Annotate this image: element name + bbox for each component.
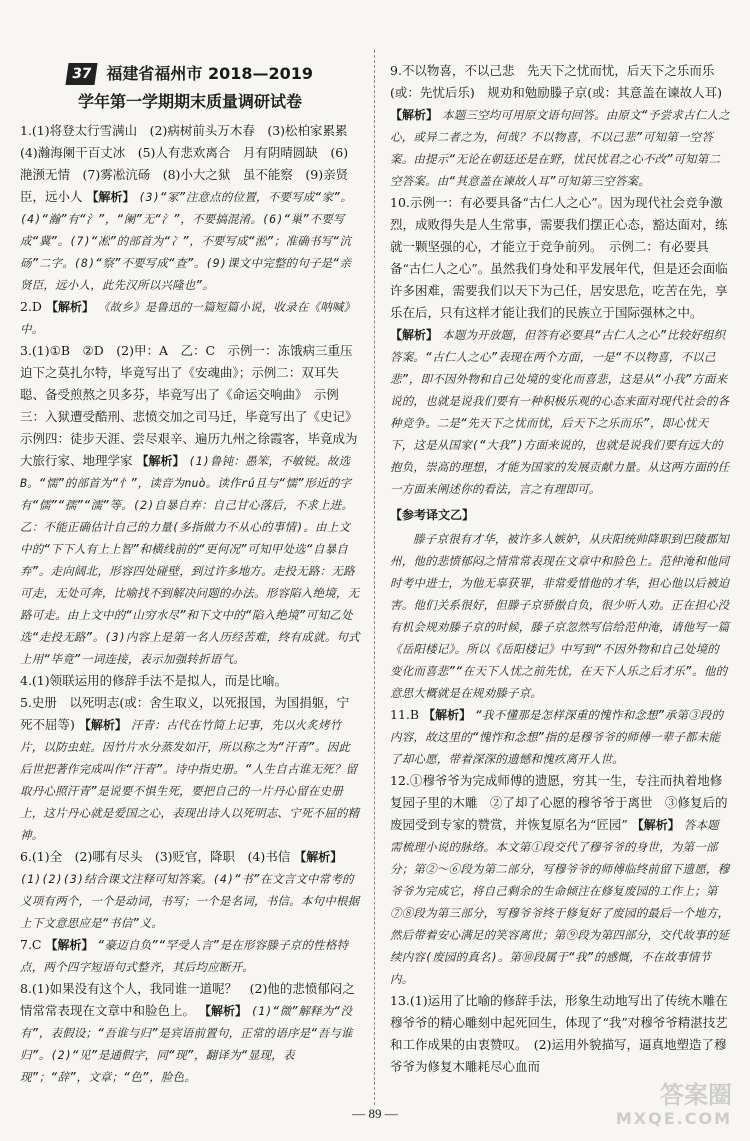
analysis-tag: 【解析】 [390,328,439,342]
analysis-tag: 【解析】 [78,718,127,732]
analysis-text: 本题三空均可用原文语句回答。由原文“予尝求古仁人之心，或异二者之为，何哉？不以物喜，不以己悲”可知第一空答案。由提示“无论在朝廷还是在野，忧民忧君之心不改”可知第二空答案。由“其意盖在谏故人耳”可知第三空答案。 [390,108,730,188]
page-number: — 89 — [352,1106,398,1121]
analysis-text: 本题为开放题，但答有必要具“古仁人之心”比较好组织答案。“古仁人之心”表现在两个方面，一是“不以物喜，不以己悲”，即不因外物和自己处境的变化而喜悲，这是从“小我”方面来说的，也就是说我们要有一种积极乐观的心态来面对现代社会的各种竞争。二是“先天下之忧而忧，后天下之乐而乐”，即心忧天下，这是从国家(“大我”)方面来说的，也就是说我们要有远大的抱负，崇高的理想，才能为国家的发展贡献力量。从这两方面的任一方面来阐述你的看法，言之有理即可。 [390,328,730,496]
analysis-text: (1)鲁钝：愚笨，不敏锐。故选B。“懦”的部首为“忄”，读音为nuò。读作rú且与“懦”形近的字有“儒”“孺”“濡”等。(2)自暴自弃：自己甘心落后，不求上进。乙：不能正确估计自己的力量(多指做力不从心的事情)。由上文中的“下下人有上上智”和横线前的“更何况”可知甲处选“自暴自弃”。走向阔北，形容四处碰壁，到过许多地方。走投无路：无路可走，无处可奔，比喻找不到解决问题的办法。形容陷入绝境，无路可走。由上文中的“山穷水尽”和下文中的“陷入绝境”可知乙处选“走投无路”。(3)内容上是第一名人历经苦难，终有成就。句式上用“毕竟”一词连接，表示加强转折语气。 [20,454,360,666]
analysis-text: “豪迈自负”“罕受人言”是在形容滕子京的性格特点，两个四字短语句式整齐，其后均应断开。 [20,938,349,974]
right-column [390,60,730,1100]
analysis-text: 答本题需梳理小说的脉络。本文第①段交代了穆爷爷的身世，为第一部分；第②～⑥段为第二部分，写穆爷爷的师傅临终前留下遗愿，穆爷爷为完成它，将自己剩余的生命倾注在修复废园的工作上；第⑦⑧段为第三部分，写穆爷爷终于修复好了废园的最后一个地方，然后带着安心满足的笑容离世；第⑨段为第四部分，交代故事的延续内容(废园的真名)。第⑩段属于“我”的感慨，不在故事情节内。 [390,818,730,986]
exam-number-badge: 37 [65,63,98,85]
analysis-tag: 【解析】 [45,300,94,314]
answer-text: 10.示例一：有必要具备“古仁人之心”。因为现代社会竞争激烈，成败得失是人生常事，需要我们摆正心态，豁达面对，练就一颗坚强的心，才能立于竞争前列。 示例二：有必要具备“古仁人之心”。虽然我们身处和平发展年代，但是还会面临许多困难，需要我们以天下为己任，居安思危，吃苦在先，享乐在后，只有这样才能让我们的民族立于国际强林之中。 [390,195,728,320]
analysis-tag: 【解析】 [294,850,343,864]
watermark-bottom: MXQE.COM [615,1109,732,1128]
analysis-text: (1)(2)(3)结合课文注释可知答案。(4)“书”在文言文中常考的义项有两个，一个是动词，书写；一个是名词，书信。本句中根据上下文意思应是“书信”义。 [20,872,360,930]
answer-text: 6.(1)全 (2)哪有尽头 (3)贬官，降职 (4)书信 [20,849,291,864]
answer-text: 8.(1)如果没有这个人，我同谁一道呢？ (2)他的悲愤郁闷之情常常表现在文章中和脸色上。 [20,981,355,1018]
exam-title-line1: 福建省福州市 2018—2019 [106,64,314,83]
site-watermark [616,1083,732,1131]
analysis-tag: 【解析】 [136,454,185,468]
reference-translation-heading: 【参考译文乙】 [390,508,475,522]
column-divider [374,50,375,1105]
analysis-tag: 【解析】 [86,190,135,204]
answer-text: 9.不以物喜，不以己悲 先天下之忧而忧，后天下之乐而乐(或：先忧后乐) 规劝和勉励滕子京(或：其意盖在谏故人耳) [390,63,723,100]
answer-text: 7.C [20,937,42,952]
answer-item [20,934,360,978]
analysis-tag: 【解析】 [45,938,94,952]
answer-text: 1.(1)将登太行雪满山 (2)病树前头万木春 (3)松柏家累累 (4)瀚海阑干百丈冰 (5)人有悲欢离合 月有阴晴圆缺 (6)滟滪无情 (7)雾凇沆砀 (8)小大之狱 虽不能察 (9)亲贤臣，远小人 [20,123,361,204]
answer-item [20,296,360,340]
analysis-text: 汗青：古代在竹简上记事，先以火炙烤竹片，以防虫蛀。因竹片水分蒸发如汗，所以称之为“汗青”。因此后世把著作完成叫作“汗青”。诗中指史册。“人生自古谁无死？留取丹心照汗青”是说要不惧生死，要把自己的一片丹心留在史册上，这片丹心就是爱国之心，表现出诗人以死明志、宁死不屈的精神。 [20,718,360,842]
analysis-text: “我不懂那是怎样深重的愧怍和念想”承第③段的内容，故这里的“愧怍和念想”指的是穆爷爷的师傅一辈子都未能了却心愿，带着深深的遗憾和愧疚离开人世。 [390,708,724,766]
answer-item [20,340,364,670]
exam-title-line2: 学年第一学期期末质量调研试卷 [77,92,302,111]
answer-text: 2.D [20,299,42,314]
answer-text: 13.(1)运用了比喻的修辞手法，形象生动地写出了传统木雕在穆爷爷的精心雕刻中起死回生，体现了“我”对穆爷爷精湛技艺和工作成果的由衷赞叹。 (2)运用外貌描写，逼真地塑造了穆爷爷为修复木雕耗尽心血而 [390,993,728,1074]
exam-title [20,60,360,116]
answer-item [20,978,360,1088]
analysis-text: (3)“冢”注意点的位置，不要写成“家”。(4)“瀚”有“氵”，“阑”无“氵”，不要搞混淆。(6)“巢”不要写成“冀”。(7)“凇”的部首为“冫”，不要写成“淞”；准确书写“沆砀”二字。(8)“察”不要写成“查”。(9)课文中完整的句子是“亲贤臣，远小人，此先汉所以兴隆也”。 [20,190,353,292]
answer-item [390,192,730,500]
answer-text: 11.B [390,707,420,722]
answer-item [390,770,730,990]
answer-text: 3.(1)①B ②D (2)甲：A 乙：C 示例一：冻饿病三重压迫下之莫扎尔特，毕竟写出了《安魂曲》；示例二：双耳失聪、备受煎熬之贝多芬，毕竟写出了《命运交响曲》 示例三：入狱遭受酷刑、悲愤交加之司马迁，毕竟写出了《史记》 示例四：徒步天涯、尝尽艰辛、遍历九州之徐霞客，毕竟成为大旅行家、地理学家 [20,343,364,468]
answer-item [20,120,360,296]
answer-text: 5.史册 以死明志(或：舍生取义，以死报国，为国捐躯，宁死不屈等) [20,695,350,732]
answer-item [390,704,730,770]
left-column [20,60,364,1100]
answer-text: 12.①穆爷爷为完成师傅的遗愿，穷其一生，专注而执着地修复园子里的木雕 ②了却了心愿的穆爷爷于离世 ③修复后的废园受到专家的赞赏，并恢复原名为“匠园” [390,773,728,832]
analysis-text: (1)“微”解释为“没有”，表假设；“吾谁与归”是宾语前置句，正常的语序是“吾与谁归”。(2)“见”是通假字，同“现”，翻译为“显现，表现”；“辞”，文章；“色”，脸色。 [20,1004,353,1084]
analysis-tag: 【解析】 [423,708,472,722]
answer-item [20,846,360,934]
answer-item [390,60,730,192]
analysis-text: 《故乡》是鲁迅的一篇短篇小说，收录在《呐喊》中。 [20,300,356,336]
analysis-tag: 【解析】 [390,108,439,122]
answer-item [20,670,360,692]
answer-item [20,692,360,846]
analysis-tag: 【解析】 [199,1004,248,1018]
reference-translation-text: 滕子京很有才华，被许多人嫉妒，从庆阳统帅降职到巴陵郡知州，他的悲愤郁闷之情常常表现在文章中和脸色上。范仲淹和他同时考中进士，为他无辜获罪，非常爱惜他的才华，担心他以后被迫害。他们关系很好，但滕子京骄傲自负，很少听人劝。正在担心没有机会规劝滕子京的时候，滕子京忽然写信给范仲淹，请他写一篇《岳阳楼记》。所以《岳阳楼记》中写到“不因外物和自己处境的变化而喜悲”“在天下人忧之前先忧，在天下人乐之后才乐”。他的意思大概就是在规劝滕子京。 [390,532,730,700]
analysis-tag: 【解析】 [631,818,680,832]
answer-item [390,990,730,1078]
watermark-top: 答案圈 [660,1081,732,1109]
answer-text: 4.(1)领联运用的修辞手法不是拟人，而是比喻。 [20,673,288,688]
